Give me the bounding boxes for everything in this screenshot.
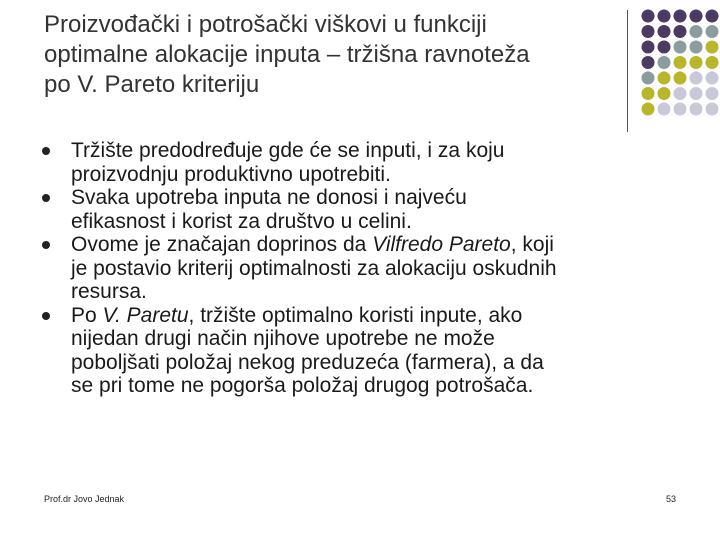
bullet-marker — [42, 194, 50, 202]
decor-dot — [674, 72, 687, 85]
decor-dot — [674, 87, 687, 100]
decor-dot — [658, 25, 671, 38]
decor-dot — [658, 10, 671, 23]
bullet-item — [40, 233, 690, 304]
decor-dot — [690, 56, 703, 69]
decor-dot — [690, 87, 703, 100]
decor-dot — [674, 103, 687, 116]
bullet-marker — [42, 312, 50, 320]
bullet-line — [71, 327, 690, 351]
decor-dot — [642, 103, 655, 116]
decor-dot — [642, 87, 655, 100]
decor-dot — [642, 25, 655, 38]
decor-dot — [674, 41, 687, 54]
decor-dot — [674, 25, 687, 38]
bullet-text: je postavio kriterij optimalnosti za alokaciju oskudnih — [71, 256, 557, 280]
decor-dot — [642, 41, 655, 54]
bullet-line — [71, 210, 690, 234]
bullet-text: efikasnost i korist za društvo u celini. — [71, 209, 412, 233]
decor-dot — [642, 72, 655, 85]
decorative-dot-grid — [640, 8, 720, 118]
decor-dot — [642, 10, 655, 23]
decor-dot — [706, 10, 719, 23]
bullet-line — [71, 139, 690, 163]
bullet-text: resursa. — [71, 280, 147, 303]
bullet-item — [40, 304, 690, 398]
decor-dot — [642, 56, 655, 69]
decor-dot — [690, 10, 703, 23]
bullet-item — [40, 139, 690, 186]
bullet-text: Svaka upotreba inputa ne donosi i najveću — [71, 186, 467, 209]
bullet-line — [71, 257, 690, 281]
decor-dot — [658, 41, 671, 54]
decor-dot — [706, 103, 719, 116]
bullet-line — [71, 351, 690, 375]
bullet-marker — [42, 241, 50, 249]
decor-dot — [658, 56, 671, 69]
bullet-text: , koji — [510, 233, 554, 256]
decor-dot — [674, 56, 687, 69]
vertical-divider — [627, 10, 628, 132]
italic-text: V. Paretu — [102, 303, 189, 327]
bullet-text: poboljšati položaj nekog preduzeća (farmera), a da — [71, 350, 544, 374]
slide-title — [44, 10, 634, 100]
decor-dot — [658, 72, 671, 85]
decor-dot — [690, 72, 703, 85]
decor-dot — [706, 56, 719, 69]
decor-dot — [690, 25, 703, 38]
bullet-text: proizvodnju produktivno upotrebiti. — [71, 162, 391, 186]
decor-dot — [674, 10, 687, 23]
decor-dot — [706, 87, 719, 100]
decor-dot — [690, 41, 703, 54]
bullet-item — [40, 186, 690, 233]
bullet-line — [71, 280, 690, 304]
footer-author: Prof.dr Jovo Jednak — [44, 494, 125, 504]
bullet-list — [40, 139, 690, 398]
bullet-text: Po — [71, 303, 103, 327]
bullet-line — [71, 186, 690, 210]
bullet-line — [71, 163, 690, 187]
decor-dot — [690, 103, 703, 116]
italic-text: Vilfredo Pareto — [372, 233, 511, 256]
bullet-text: nijedan drugi način njihove upotrebe ne može — [71, 327, 495, 350]
bullet-line — [71, 233, 690, 257]
decor-dot — [706, 41, 719, 54]
decor-dot — [658, 87, 671, 100]
page-number: 53 — [666, 494, 677, 504]
bullet-line — [71, 374, 690, 398]
bullet-text: , tržište optimalno koristi inpute, ako — [188, 303, 523, 327]
bullet-marker — [42, 147, 50, 155]
title-line: Proizvođački i potrošački viškovi u funkciji — [44, 11, 487, 38]
decor-dot — [658, 103, 671, 116]
title-line: optimalne alokacije inputa – tržišna ravnoteža — [44, 41, 530, 68]
decor-dot — [706, 25, 719, 38]
bullet-text: Tržište predodređuje gde će se inputi, i za koju — [71, 139, 505, 162]
bullet-text: se pri tome ne pogorša položaj drugog potrošača. — [71, 374, 534, 397]
bullet-line — [71, 304, 690, 328]
decor-dot — [706, 72, 719, 85]
title-line: po V. Pareto kriteriju — [44, 71, 260, 98]
bullet-text: Ovome je značajan doprinos da — [71, 233, 373, 256]
